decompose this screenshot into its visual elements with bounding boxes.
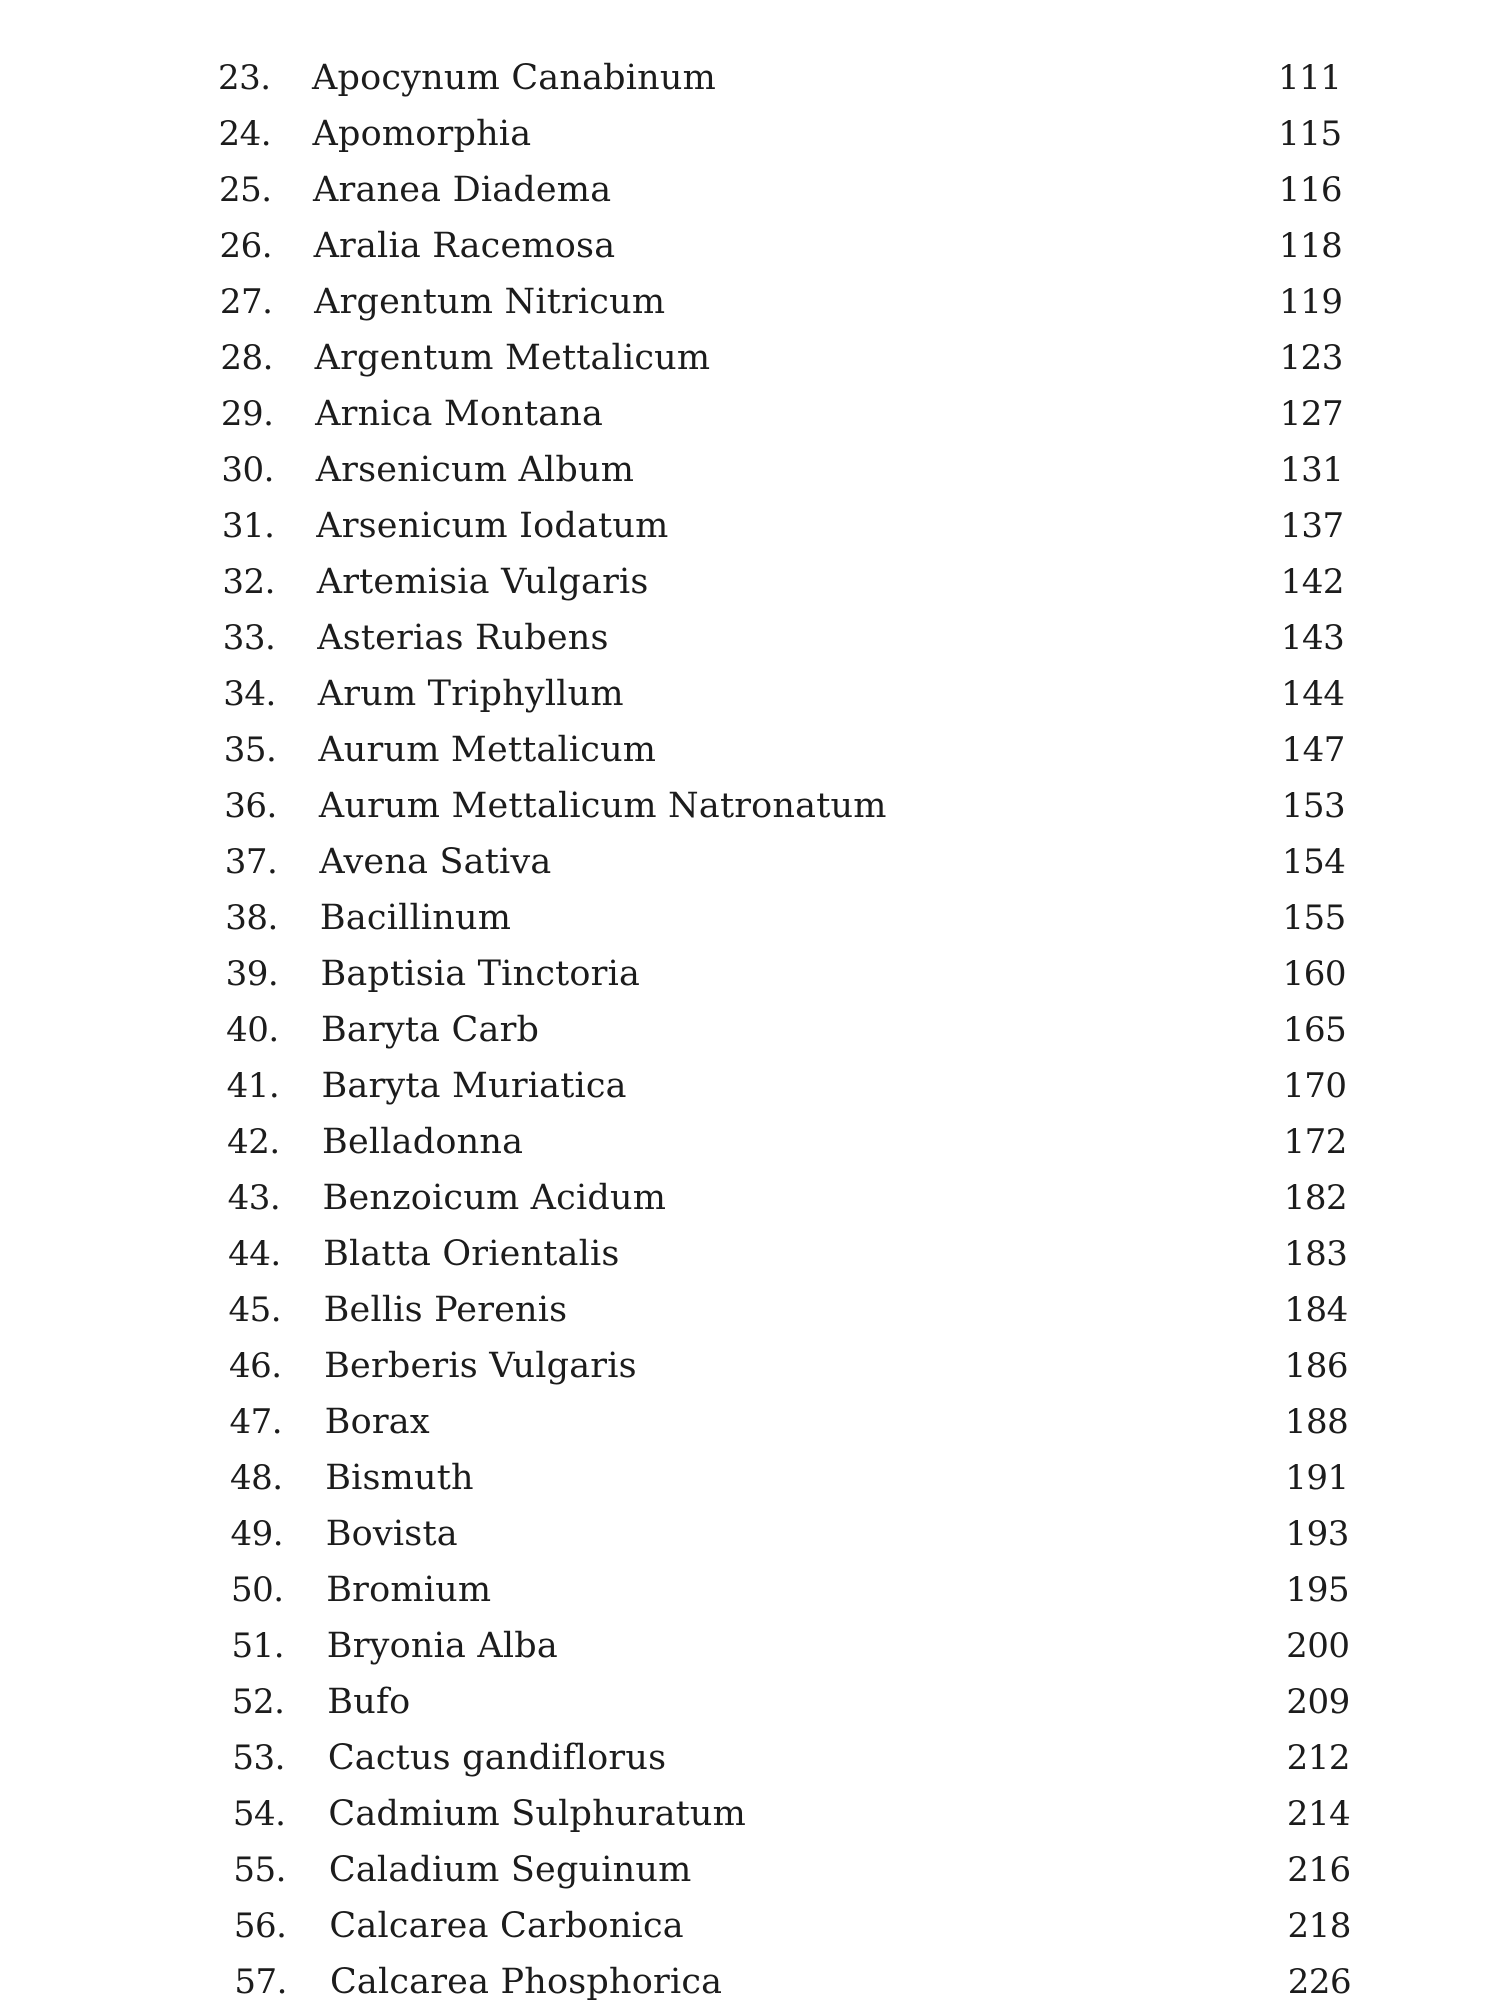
entry-number: 32. <box>222 562 275 602</box>
toc-entry <box>0 218 1500 274</box>
entry-number: 54. <box>232 1794 286 1834</box>
entry-title: Cactus gandiflorus <box>327 1738 667 1778</box>
toc-entry <box>0 1170 1500 1226</box>
entry-title: Argentum Mettalicum <box>314 338 711 378</box>
toc-entry <box>0 386 1500 442</box>
entry-number: 33. <box>222 618 276 658</box>
entry-page-number: 209 <box>1286 1682 1350 1722</box>
toc-entry <box>0 1058 1500 1114</box>
toc-entry <box>0 666 1500 722</box>
entry-number: 38. <box>225 898 278 938</box>
toc-entry <box>0 50 1500 106</box>
toc-entry <box>0 1450 1500 1506</box>
entry-title: Blatta Orientalis <box>323 1234 620 1274</box>
entry-title: Aranea Diadema <box>313 170 612 210</box>
toc-entry <box>0 1226 1500 1282</box>
toc-entry <box>0 442 1500 498</box>
entry-number: 23. <box>218 58 271 98</box>
toc-entry <box>0 1954 1500 2010</box>
entry-page-number: 142 <box>1280 562 1344 602</box>
entry-title: Arsenicum Album <box>315 450 635 490</box>
entry-page-number: 127 <box>1279 394 1344 434</box>
toc-entry <box>0 1786 1500 1842</box>
entry-page-number: 116 <box>1278 170 1342 210</box>
toc-entry <box>0 1674 1500 1730</box>
toc-entry <box>0 330 1500 386</box>
entry-page-number: 131 <box>1280 450 1344 490</box>
entry-page-number: 170 <box>1283 1066 1347 1106</box>
entry-number: 34. <box>223 674 276 714</box>
toc-entry <box>0 1114 1500 1170</box>
entry-number: 48. <box>230 1458 283 1498</box>
entry-number: 30. <box>221 450 274 490</box>
toc-entry <box>0 554 1500 610</box>
toc-entry <box>0 610 1500 666</box>
toc-entry <box>0 1338 1500 1394</box>
entry-number: 37. <box>224 842 278 882</box>
entry-title: Bismuth <box>325 1458 474 1498</box>
entry-number: 45. <box>228 1290 282 1330</box>
entry-number: 57. <box>234 1962 287 2002</box>
entry-title: Calcarea Carbonica <box>329 1906 684 1946</box>
entry-page-number: 193 <box>1285 1514 1349 1554</box>
entry-page-number: 195 <box>1285 1570 1350 1610</box>
entry-title: Caladium Seguinum <box>328 1850 692 1890</box>
entry-title: Argentum Nitricum <box>314 282 666 322</box>
entry-page-number: 147 <box>1281 730 1345 770</box>
toc-entry <box>0 106 1500 162</box>
entry-page-number: 123 <box>1279 338 1343 378</box>
entry-page-number: 184 <box>1284 1290 1348 1330</box>
entry-title: Avena Sativa <box>319 842 552 882</box>
entry-page-number: 119 <box>1279 282 1343 322</box>
entry-title: Cadmium Sulphuratum <box>328 1794 747 1834</box>
entry-number: 52. <box>231 1682 285 1722</box>
entry-page-number: 226 <box>1287 1962 1352 2002</box>
entry-page-number: 172 <box>1283 1122 1347 1162</box>
entry-title: Aurum Mettalicum <box>318 730 657 770</box>
entry-number: 41. <box>226 1066 280 1106</box>
entry-title: Aralia Racemosa <box>313 226 616 266</box>
toc-entry <box>0 1842 1500 1898</box>
entry-title: Apocynum Canabinum <box>312 58 717 98</box>
entry-title: Berberis Vulgaris <box>324 1346 637 1386</box>
toc-entry <box>0 1506 1500 1562</box>
entry-title: Bacillinum <box>319 898 512 938</box>
entry-page-number: 183 <box>1284 1234 1348 1274</box>
entry-page-number: 115 <box>1278 114 1342 154</box>
entry-number: 43. <box>227 1178 281 1218</box>
entry-page-number: 212 <box>1286 1738 1351 1778</box>
entry-page-number: 188 <box>1284 1402 1349 1442</box>
entry-title: Bufo <box>327 1682 411 1722</box>
entry-number: 47. <box>229 1402 283 1442</box>
entry-page-number: 186 <box>1284 1346 1349 1386</box>
entry-number: 44. <box>228 1234 281 1274</box>
entry-number: 39. <box>225 954 279 994</box>
entry-number: 56. <box>233 1906 287 1946</box>
entry-page-number: 160 <box>1282 954 1346 994</box>
entry-page-number: 144 <box>1281 674 1345 714</box>
entry-number: 49. <box>230 1514 284 1554</box>
toc-entry <box>0 834 1500 890</box>
toc-entry <box>0 1730 1500 1786</box>
entry-page-number: 200 <box>1286 1626 1350 1666</box>
entry-title: Calcarea Phosphorica <box>329 1962 723 2002</box>
entry-number: 24. <box>218 114 272 154</box>
toc-entry <box>0 1618 1500 1674</box>
entry-page-number: 214 <box>1286 1794 1351 1834</box>
toc-entry <box>0 1898 1500 1954</box>
entry-title: Bellis Perenis <box>323 1290 568 1330</box>
entry-title: Bromium <box>326 1570 492 1610</box>
entry-page-number: 155 <box>1282 898 1346 938</box>
entry-title: Arum Triphyllum <box>317 674 624 714</box>
entry-number: 29. <box>220 394 274 434</box>
entry-title: Asterias Rubens <box>317 618 609 658</box>
table-of-contents <box>0 50 1500 2010</box>
entry-title: Baptisia Tinctoria <box>320 954 641 994</box>
toc-entry <box>0 1562 1500 1618</box>
entry-page-number: 218 <box>1287 1906 1351 1946</box>
toc-entry <box>0 274 1500 330</box>
toc-entry <box>0 498 1500 554</box>
entry-title: Baryta Carb <box>320 1010 540 1050</box>
toc-entry <box>0 162 1500 218</box>
entry-number: 28. <box>220 338 273 378</box>
entry-page-number: 137 <box>1280 506 1344 546</box>
entry-title: Baryta Muriatica <box>321 1066 627 1106</box>
entry-number: 35. <box>223 730 277 770</box>
toc-entry <box>0 1282 1500 1338</box>
toc-entry <box>0 722 1500 778</box>
entry-page-number: 216 <box>1287 1850 1351 1890</box>
toc-entry <box>0 778 1500 834</box>
entry-page-number: 111 <box>1278 58 1342 98</box>
entry-title: Arnica Montana <box>315 394 604 434</box>
entry-title: Bovista <box>325 1514 458 1554</box>
entry-number: 40. <box>226 1010 279 1050</box>
entry-number: 53. <box>232 1738 285 1778</box>
entry-number: 26. <box>219 226 273 266</box>
entry-page-number: 182 <box>1283 1178 1348 1218</box>
entry-page-number: 153 <box>1281 786 1346 826</box>
entry-title: Apomorphia <box>312 114 532 154</box>
entry-number: 31. <box>221 506 275 546</box>
entry-title: Bryonia Alba <box>326 1626 558 1666</box>
entry-page-number: 165 <box>1282 1010 1347 1050</box>
entry-number: 50. <box>230 1570 284 1610</box>
entry-page-number: 191 <box>1285 1458 1349 1498</box>
entry-title: Artemisia Vulgaris <box>316 562 649 602</box>
entry-number: 42. <box>227 1122 280 1162</box>
toc-entry <box>0 946 1500 1002</box>
toc-entry <box>0 1394 1500 1450</box>
entry-number: 51. <box>231 1626 285 1666</box>
entry-page-number: 143 <box>1280 618 1345 658</box>
entry-title: Borax <box>324 1402 430 1442</box>
entry-number: 46. <box>229 1346 282 1386</box>
entry-number: 55. <box>233 1850 286 1890</box>
toc-entry <box>0 1002 1500 1058</box>
entry-title: Belladonna <box>322 1122 524 1162</box>
entry-title: Aurum Mettalicum Natronatum <box>318 786 887 826</box>
entry-page-number: 118 <box>1278 226 1343 266</box>
entry-number: 36. <box>224 786 277 826</box>
entry-title: Benzoicum Acidum <box>322 1178 667 1218</box>
entry-page-number: 154 <box>1282 842 1346 882</box>
entry-number: 27. <box>219 282 273 322</box>
entry-title: Arsenicum Iodatum <box>316 506 669 546</box>
toc-entry <box>0 890 1500 946</box>
entry-number: 25. <box>218 170 272 210</box>
